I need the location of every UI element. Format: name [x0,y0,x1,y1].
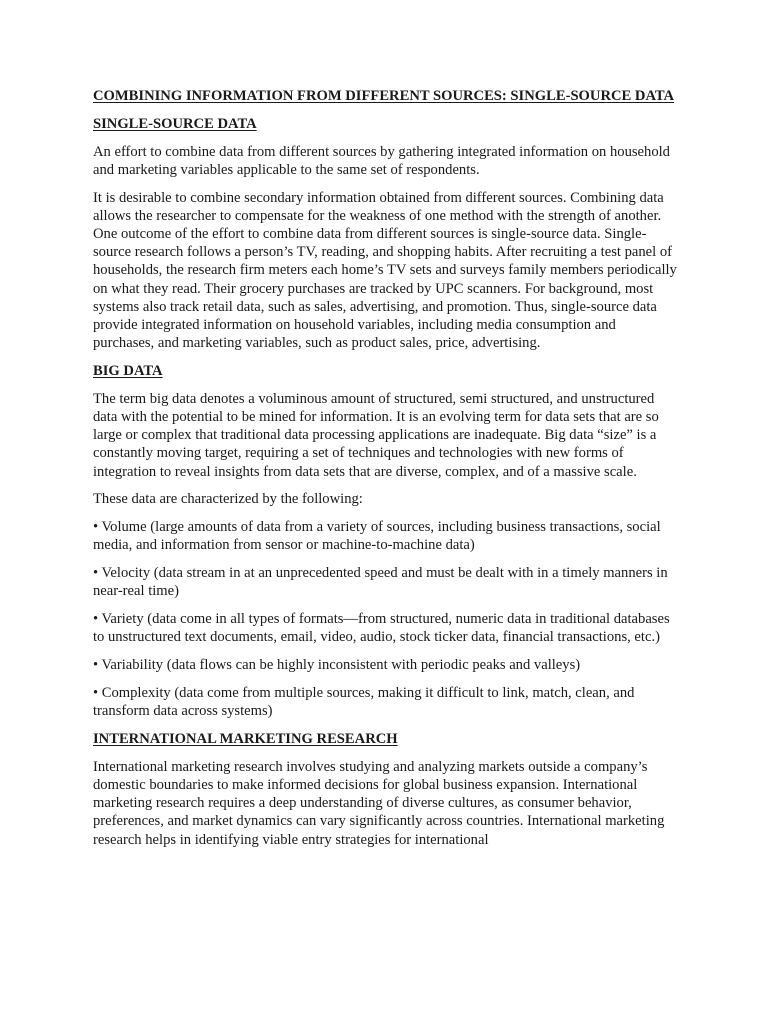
document-title: COMBINING INFORMATION FROM DIFFERENT SOURCES: SINGLE-SOURCE DATA [93,88,675,104]
bullet-item: • Complexity (data come from multiple sources, making it difficult to link, match, clean, and transform data across systems) [93,685,635,720]
bullet-item: • Variability (data flows can be highly inconsistent with periodic peaks and valleys) [93,657,581,674]
section-heading-single-source: SINGLE-SOURCE DATA [93,115,257,132]
bullet-item: • Variety (data come in all types of formats—from structured, numeric data in traditional databases to unstructured text documents, email, video, audio, stock ticker data, financial transactions, etc.) [93,611,670,646]
paragraph: International marketing research involves studying and analyzing markets outside a company’s domestic boundaries to make informed decisions for global business expansion. International marketing research requires a deep understanding of diverse cultures, as consumer behavior, preferences, and market dynamics can vary significantly across countries. International marketing research helps in identifying viable entry strategies for international [93,758,665,848]
paragraph: These data are characterized by the following: [93,491,363,508]
bullet-item: • Volume (large amounts of data from a variety of sources, including business transactions, social media, and information from sensor or machine-to-machine data) [93,519,661,554]
paragraph: An effort to combine data from different sources by gathering integrated information on household and marketing variables applicable to the same set of respondents. [93,143,670,178]
document-page [93,87,679,858]
paragraph: It is desirable to combine secondary information obtained from different sources. Combining data allows the researcher to compensate for the weakness of one method with the strength of another. One outcome of the effort to combine data from different sources is single-source data. Single-source research follows a person’s TV, reading, and shopping habits. After recruiting a test panel of households, the research firm meters each home’s TV sets and surveys family members periodically on what they read. Their grocery purchases are tracked by UPC scanners. For background, most systems also track retail data, such as sales, advertising, and promotion. Thus, single-source data provide integrated information on household variables, including media consumption and purchases, and marketing variables, such as product sales, price, advertising. [93,189,677,352]
section-heading-big-data: BIG DATA [93,363,163,380]
section-heading-international: INTERNATIONAL MARKETING RESEARCH [93,731,398,748]
bullet-item: • Velocity (data stream in at an unprecedented speed and must be dealt with in a timely manners in near-real time) [93,565,668,600]
paragraph: The term big data denotes a voluminous amount of structured, semi structured, and unstructured data with the potential to be mined for information. It is an evolving term for data sets that are so large or complex that traditional data processing applications are inadequate. Big data “size” is a constantly moving target, requiring a set of techniques and technologies with new forms of integration to reveal insights from data sets that are diverse, complex, and of a massive scale. [93,390,659,480]
